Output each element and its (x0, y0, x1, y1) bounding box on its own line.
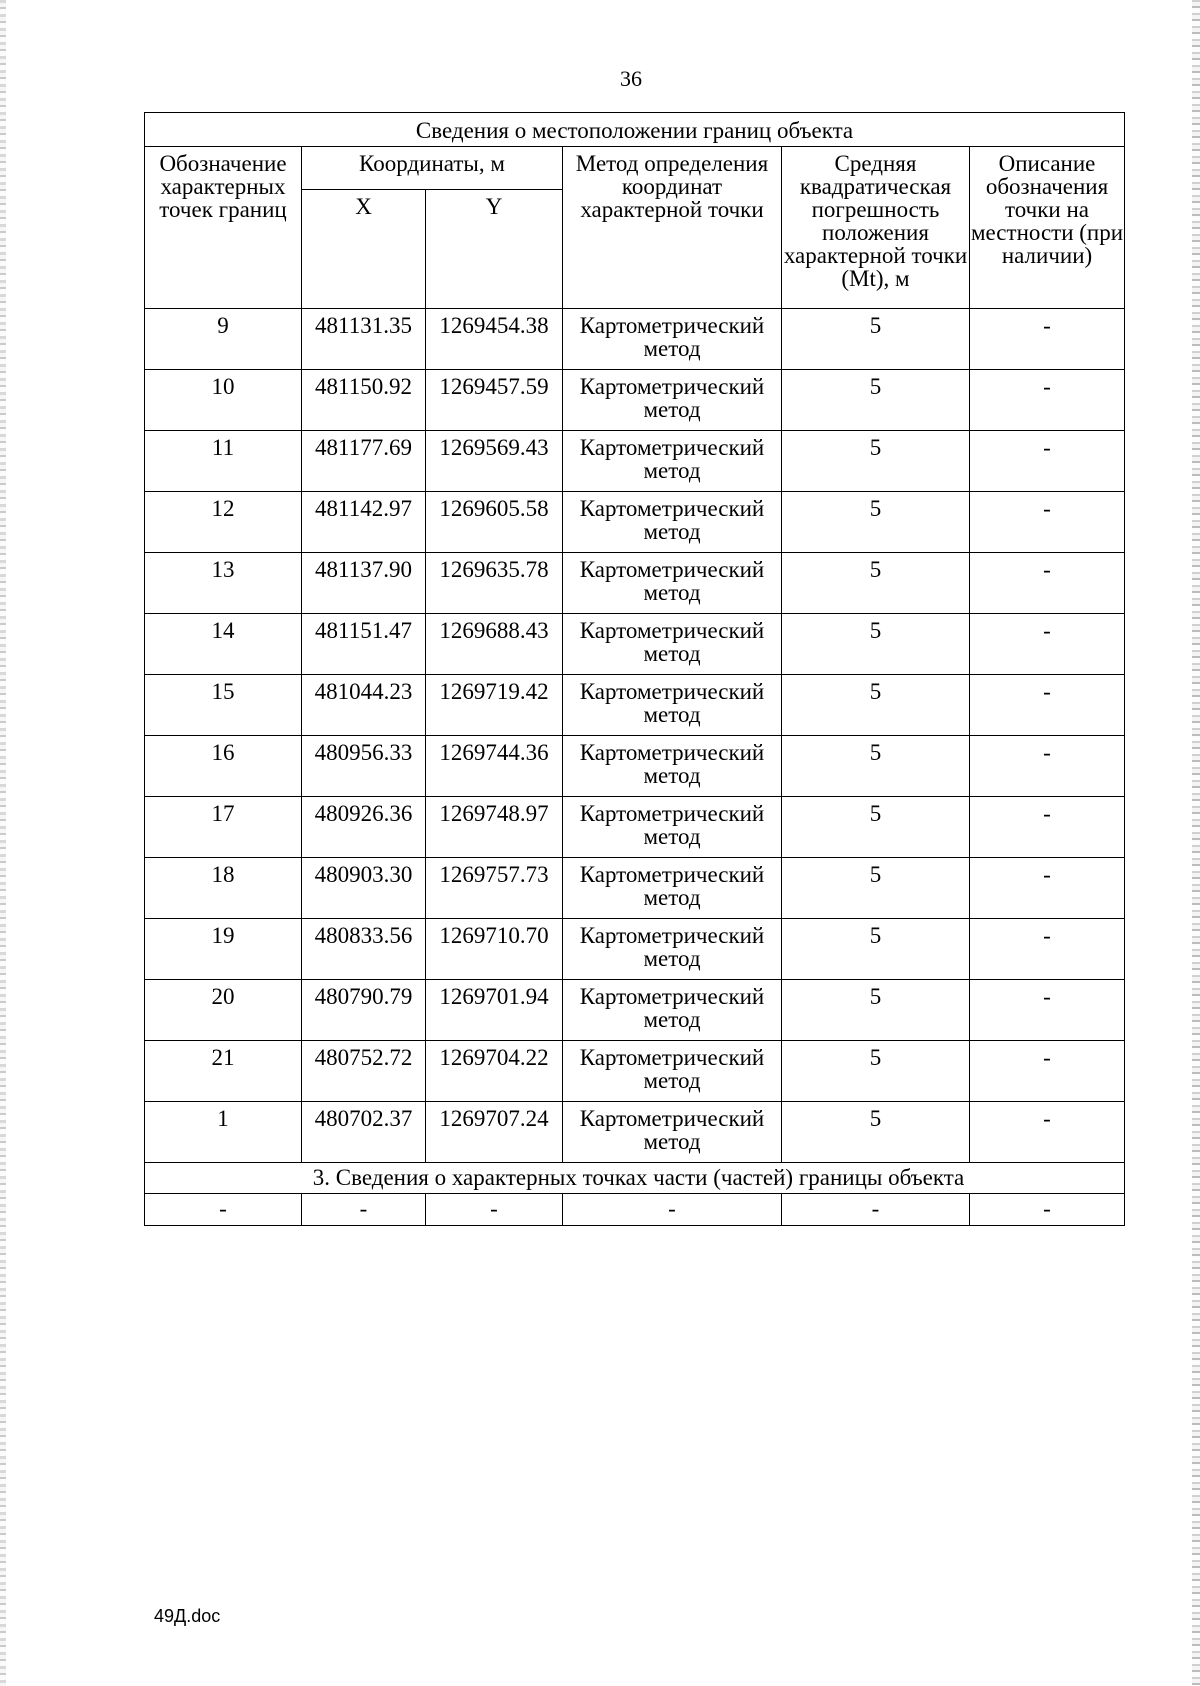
table-title: Сведения о местоположении границ объекта (145, 113, 1125, 147)
y-cell: 1269635.78 (426, 553, 563, 614)
table-row (145, 919, 1125, 980)
header-coordinates: Координаты, м (302, 147, 563, 190)
description-cell: - (970, 1102, 1125, 1163)
x-cell: 481142.97 (302, 492, 426, 553)
description-cell: - (970, 675, 1125, 736)
x-cell: 481177.69 (302, 431, 426, 492)
x-cell: 481151.47 (302, 614, 426, 675)
accuracy-cell: 5 (782, 980, 970, 1041)
description-cell: - (970, 614, 1125, 675)
y-cell: 1269454.38 (426, 309, 563, 370)
boundary-coordinates-table (144, 112, 1125, 1226)
table-row (145, 980, 1125, 1041)
y-cell: 1269710.70 (426, 919, 563, 980)
table-row (145, 370, 1125, 431)
accuracy-cell: 5 (782, 797, 970, 858)
method-cell: Картометрический метод (563, 675, 782, 736)
x-cell: 481131.35 (302, 309, 426, 370)
header-accuracy: Средняя квадратическая погрешность положения характерной точки (Mt), м (782, 147, 970, 309)
point-cell: 19 (145, 919, 302, 980)
header-description: Описание обозначения точки на местности (при наличии) (970, 147, 1125, 309)
y-cell: 1269748.97 (426, 797, 563, 858)
y-cell: 1269688.43 (426, 614, 563, 675)
description-cell: - (970, 492, 1125, 553)
accuracy-cell: 5 (782, 675, 970, 736)
point-cell: 15 (145, 675, 302, 736)
section3-cell: - (302, 1194, 426, 1226)
y-cell: 1269605.58 (426, 492, 563, 553)
x-cell: 480752.72 (302, 1041, 426, 1102)
method-cell: Картометрический метод (563, 614, 782, 675)
table-row (145, 309, 1125, 370)
accuracy-cell: 5 (782, 1102, 970, 1163)
section3-cell: - (782, 1194, 970, 1226)
method-cell: Картометрический метод (563, 370, 782, 431)
point-cell: 13 (145, 553, 302, 614)
x-cell: 480790.79 (302, 980, 426, 1041)
y-cell: 1269719.42 (426, 675, 563, 736)
accuracy-cell: 5 (782, 919, 970, 980)
accuracy-cell: 5 (782, 553, 970, 614)
description-cell: - (970, 370, 1125, 431)
description-cell: - (970, 736, 1125, 797)
y-cell: 1269757.73 (426, 858, 563, 919)
point-cell: 14 (145, 614, 302, 675)
table-row (145, 675, 1125, 736)
method-cell: Картометрический метод (563, 858, 782, 919)
point-cell: 17 (145, 797, 302, 858)
method-cell: Картометрический метод (563, 1102, 782, 1163)
method-cell: Картометрический метод (563, 309, 782, 370)
description-cell: - (970, 1041, 1125, 1102)
table-row (145, 431, 1125, 492)
x-cell: 481137.90 (302, 553, 426, 614)
method-cell: Картометрический метод (563, 431, 782, 492)
method-cell: Картометрический метод (563, 919, 782, 980)
table-row (145, 797, 1125, 858)
table-row (145, 553, 1125, 614)
x-cell: 481150.92 (302, 370, 426, 431)
point-cell: 20 (145, 980, 302, 1041)
section3-cell: - (145, 1194, 302, 1226)
accuracy-cell: 5 (782, 370, 970, 431)
header-x: X (302, 190, 426, 309)
section3-title: 3. Сведения о характерных точках части (частей) границы объекта (145, 1163, 1125, 1194)
point-cell: 21 (145, 1041, 302, 1102)
y-cell: 1269569.43 (426, 431, 563, 492)
point-cell: 11 (145, 431, 302, 492)
section3-cell: - (970, 1194, 1125, 1226)
description-cell: - (970, 858, 1125, 919)
description-cell: - (970, 797, 1125, 858)
point-cell: 16 (145, 736, 302, 797)
header-y: Y (426, 190, 563, 309)
accuracy-cell: 5 (782, 492, 970, 553)
description-cell: - (970, 919, 1125, 980)
header-method: Метод определения координат характерной точки (563, 147, 782, 309)
y-cell: 1269457.59 (426, 370, 563, 431)
method-cell: Картометрический метод (563, 980, 782, 1041)
method-cell: Картометрический метод (563, 736, 782, 797)
accuracy-cell: 5 (782, 431, 970, 492)
table-row (145, 492, 1125, 553)
method-cell: Картометрический метод (563, 492, 782, 553)
header-point-designation: Обозначение характерных точек границ (145, 147, 302, 309)
y-cell: 1269744.36 (426, 736, 563, 797)
point-cell: 10 (145, 370, 302, 431)
description-cell: - (970, 553, 1125, 614)
x-cell: 480956.33 (302, 736, 426, 797)
description-cell: - (970, 431, 1125, 492)
y-cell: 1269707.24 (426, 1102, 563, 1163)
y-cell: 1269701.94 (426, 980, 563, 1041)
method-cell: Картометрический метод (563, 797, 782, 858)
point-cell: 9 (145, 309, 302, 370)
accuracy-cell: 5 (782, 309, 970, 370)
y-cell: 1269704.22 (426, 1041, 563, 1102)
section3-cell: - (426, 1194, 563, 1226)
point-cell: 18 (145, 858, 302, 919)
accuracy-cell: 5 (782, 736, 970, 797)
point-cell: 1 (145, 1102, 302, 1163)
section3-cell: - (563, 1194, 782, 1226)
description-cell: - (970, 309, 1125, 370)
footer-file-name: 49Д.doc (154, 1606, 221, 1626)
accuracy-cell: 5 (782, 614, 970, 675)
table-row (145, 614, 1125, 675)
accuracy-cell: 5 (782, 858, 970, 919)
table-row (145, 1041, 1125, 1102)
x-cell: 481044.23 (302, 675, 426, 736)
page-number: 36 (620, 66, 642, 91)
x-cell: 480903.30 (302, 858, 426, 919)
description-cell: - (970, 980, 1125, 1041)
x-cell: 480833.56 (302, 919, 426, 980)
method-cell: Картометрический метод (563, 1041, 782, 1102)
x-cell: 480702.37 (302, 1102, 426, 1163)
method-cell: Картометрический метод (563, 553, 782, 614)
point-cell: 12 (145, 492, 302, 553)
scan-edge-left (0, 0, 6, 1686)
table-row (145, 858, 1125, 919)
accuracy-cell: 5 (782, 1041, 970, 1102)
table-row (145, 1102, 1125, 1163)
table-row (145, 736, 1125, 797)
scan-edge-right (1192, 0, 1200, 1686)
x-cell: 480926.36 (302, 797, 426, 858)
